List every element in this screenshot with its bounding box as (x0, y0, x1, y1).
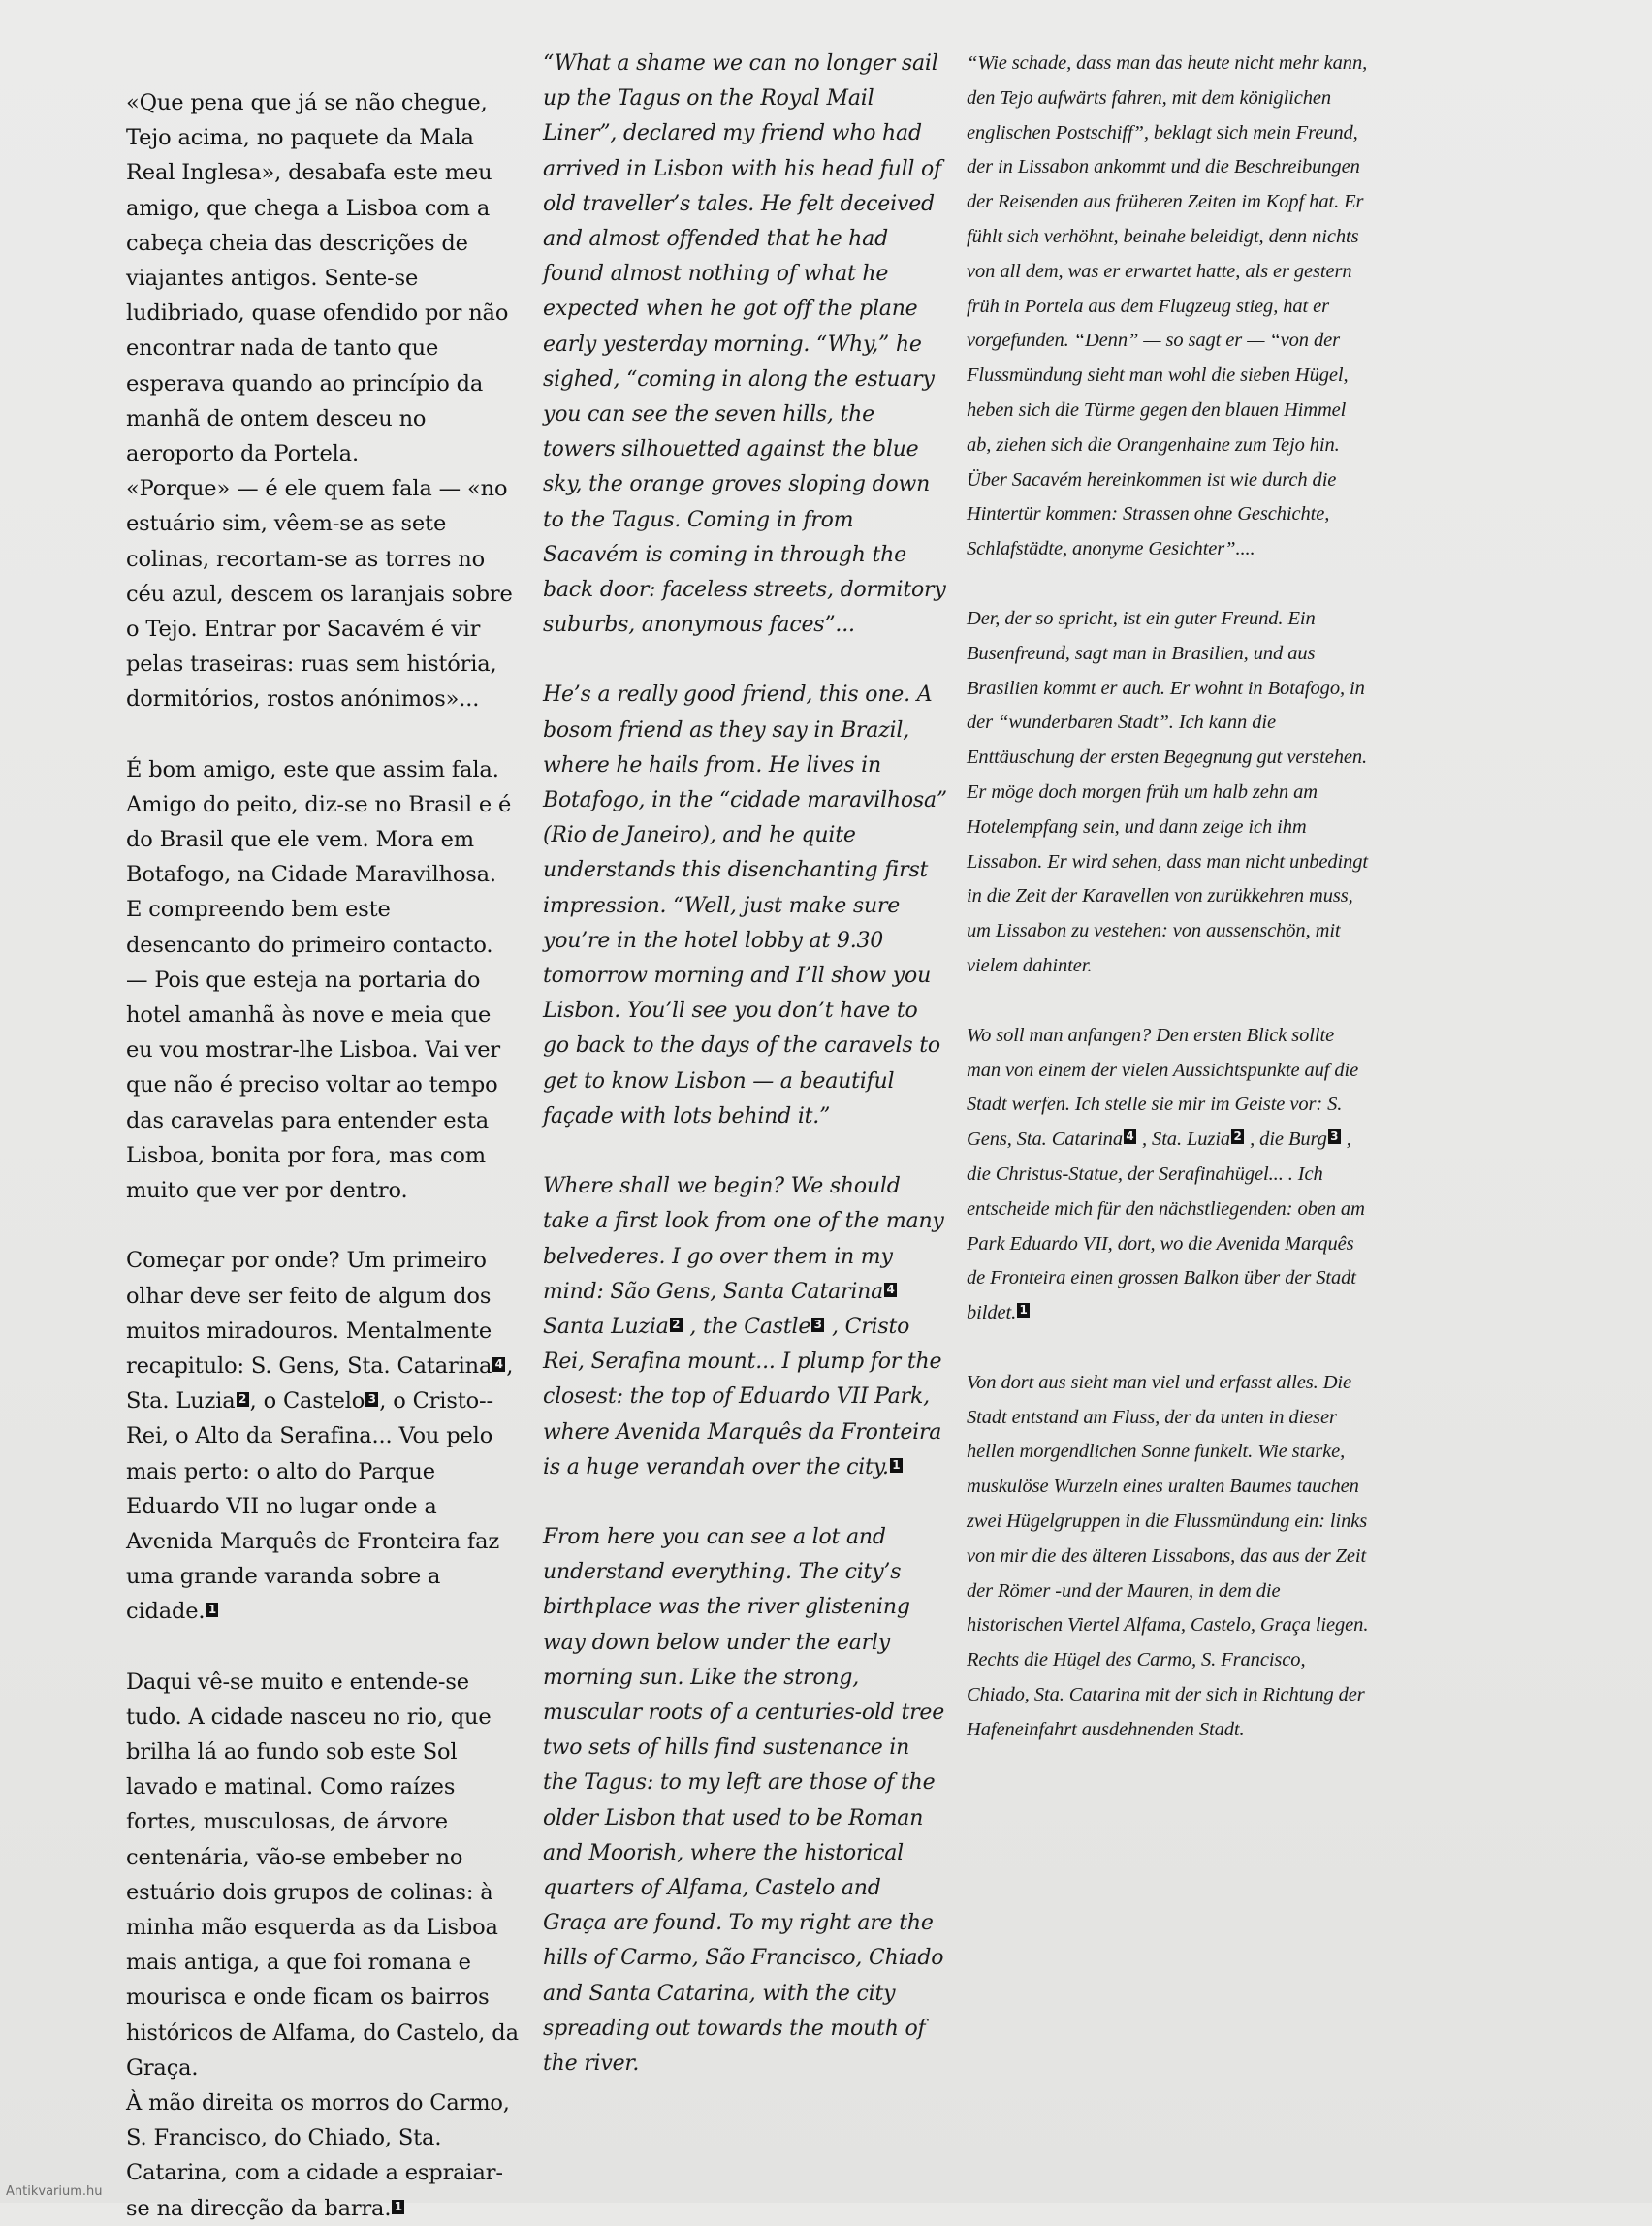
de-p4-text-b: , Sta. Luzia (1136, 1129, 1231, 1151)
footnote-marker-2: 2 (1231, 1129, 1244, 1144)
pt-paragraph-6: Daqui vê-se muito e entende-se tudo. A cidade nasceu no rio, que brilha lá ao fundo sob este Sol lavado e matinal. Como raízes fortes, musculosas, de árvore centenária, vão-se embeber no estuário dois grupos de colinas: à minha mão esquerda as da Lisboa mais antiga, a que foi romana e mourisca e onde ficam os bairros históricos de Alfama, do Castelo, da Graça. (126, 1669, 519, 2081)
pt-paragraph-3: É bom amigo, este que assim fala. Amigo do peito, diz-se no Brasil e é do Brasil que ele vem. Mora em Botafogo, na Cidade Maravilhosa. E compreendo bem este desencanto do primeiro contacto. (126, 756, 512, 958)
en-p3-text-b: Santa Luzia (543, 1314, 669, 1339)
pt-paragraph-4: — Pois que esteja na portaria do hotel amanhã às nove e meia que eu vou mostrar-lhe Lisboa. Vai ver que não é preciso voltar ao tempo das caravelas para entender esta Lisboa, bonita por fora, mas com muito que ver por dentro. (126, 967, 500, 1204)
german-column (967, 47, 1369, 1748)
footnote-marker-1: 1 (392, 2200, 404, 2214)
footnote-marker-1: 1 (890, 1458, 903, 1473)
en-paragraph-1: “What a shame we can no longer sail up the Tagus on the Royal Mail Liner”, declared my friend who had arrived in Lisbon with his head full of old traveller’s tales. He felt deceived and almost offended that he had found almost nothing of what he expected when he got off the plane early yesterday morning. “Why,” he sighed, “coming in along the estuary you can see the seven hills, the towers silhouetted against the blue sky, the orange groves sloping down to the Tagus. Coming in from Sacavém is coming in through the back door: faceless streets, dormitory suburbs, anonymous faces”... (543, 51, 946, 638)
pt-p5-text-c: , o Castelo (249, 1388, 365, 1415)
en-p3-text-d: , Cristo Rei, Serafina mount... I plump for the closest: the top of Eduardo VII Park, where Avenida Marquês da Fronteira is a huge verandah over the city. (543, 1314, 942, 1479)
footnote-marker-2: 2 (670, 1318, 683, 1332)
pt-paragraph-1: «Que pena que já se não chegue, Tejo acima, no paquete da Mala Real Inglesa», desabafa este meu amigo, que chega a Lisboa com a cabeça cheia das descrições de viajantes antigos. Sente-se ludibriado, quase ofendido por não encontrar nada de tanto que esperava quando ao princípio da manhã de ontem desceu no aeroporto da Portela. (126, 90, 509, 467)
footnote-marker-3: 3 (811, 1318, 824, 1332)
pt-p7-text: À mão direita os morros do Carmo, S. Francisco, do Chiado, Sta. Catarina, com a cidade a espraiar-se na direcção da barra. (126, 2089, 510, 2221)
footnote-marker-2: 2 (237, 1392, 249, 1407)
pt-p5-text-b: , Sta. Luzia (126, 1352, 514, 1415)
footnote-marker-3: 3 (365, 1392, 378, 1407)
de-paragraph-2: Der, der so spricht, ist ein guter Freund. Ein Busenfreund, sagt man in Brasilien, und aus Brasilien kommt er auch. Er wohnt in Botafogo, in der “wunderbaren Stadt”. Ich kann die Enttäuschung der ersten Begegnung gut verstehen. (967, 607, 1368, 769)
portuguese-column (126, 85, 519, 2226)
footnote-marker-4: 4 (492, 1357, 505, 1372)
en-paragraph-3 (543, 1169, 950, 1485)
en-paragraph-2: He’s a really good friend, this one. A bosom friend as they say in Brazil, where he hails from. He lives in Botafogo, in the “cidade maravilhosa” (Rio de Janeiro), and he quite understands this disenchanting first impression. “Well, just make sure you’re in the hotel lobby at 9.30 tomorrow morning and I’ll show you Lisbon. You’ll see you don’t have to go back to the days of the caravels to get to know Lisbon — a beautiful façade with lots behind it.” (543, 683, 947, 1129)
en-p3-text-c: , the Castle (683, 1314, 811, 1339)
de-p4-text-a: Wo soll man anfangen? Den ersten Blick sollte man von einem der vielen Aussichtspunkte auf die Stadt werfen. Ich stelle sie mir im Geiste vor: S. Gens, Sta. Catarina (967, 1024, 1359, 1151)
english-column (543, 47, 950, 2082)
en-paragraph-4: From here you can see a lot and understand everything. The city’s birthplace was the river glistening way down below under the early morning sun. Like the strong, muscular roots of a centuries-old tree two sets of hills find sustenance in the Tagus: to my left are those of the older Lisbon that used to be Roman and Moorish, where the historical quarters of Alfama, Castelo and Graça are found. To my right are the hills of Carmo, São Francisco, Chiado and Santa Catarina, with the city spreading out towards the mouth of the river. (543, 1524, 945, 2076)
en-p3-text-a: Where shall we begin? We should take a first look from one of the many belvederes. I go over them in my mind: São Gens, Santa Catarina (543, 1174, 944, 1304)
footnote-marker-4: 4 (1124, 1129, 1136, 1144)
footnote-marker-1: 1 (206, 1603, 218, 1617)
footnote-marker-4: 4 (884, 1283, 897, 1297)
de-paragraph-5: Von dort aus sieht man viel und erfasst alles. Die Stadt entstand am Fluss, der da unten in dieser hellen morgendlichen Sonne funkelt. Wie starke, muskulöse Wurzeln eines uralten Baumes tauchen zwei Hügelgruppen in die Flussmündung ein: links von mir die des älteren Lissabons, das aus der Zeit der Römer -und der Mauren, in dem die historischen Viertel Alfama, Castelo, Graça liegen. Rechts die Hügel des Carmo, S. Francisco, Chiado, Sta. Catarina mit der sich in Richtung der Hafeneinfahrt ausdehnenden Stadt. (967, 1371, 1369, 1740)
footnote-marker-1: 1 (1017, 1303, 1030, 1318)
watermark: Antikvarium.hu (6, 2184, 103, 2199)
pt-paragraph-5 (126, 1243, 519, 1629)
de-p4-text-c: , die Burg (1245, 1129, 1327, 1151)
pt-p5-text-a: Começar por onde? Um primeiro olhar deve ser feito de algum dos muitos miradouros. Mentalmente recapitulo: S. Gens, Sta. Catarina (126, 1248, 492, 1379)
pt-paragraph-2: «Porque» — é ele quem fala — «no estuário sim, vêem-se as sete colinas, recortam-se as torres no céu azul, descem os laranjais sobre o Tejo. Entrar por Sacavém é vir pelas traseiras: ruas sem história, dormitórios, rostos anónimos»... (126, 476, 513, 713)
de-paragraph-4 (967, 1019, 1369, 1331)
pt-paragraph-7 (126, 2085, 519, 2226)
pt-p5-text-d: , o Cristo--Rei, o Alto da Serafina... Vou pelo mais perto: o alto do Parque Eduardo VII no lugar onde a Avenida Marquês de Fronteira faz uma grande varanda sobre a cidade. (126, 1388, 500, 1625)
de-paragraph-1: “Wie schade, dass man das heute nicht mehr kann, den Tejo aufwärts fahren, mit dem königlichen englischen Postschiff”, beklagt sich mein Freund, der in Lissabon ankommt und die Beschreibungen der Reisenden aus früheren Zeiten im Kopf hat. Er fühlt sich verhöhnt, beinahe beleidigt, denn nichts von all dem, was er erwartet hatte, als er gestern früh in Portela aus dem Flugzeug stieg, hat er vorgefunden. “Denn” — so sagt er — “von der Flussmündung sieht man wohl die sieben Hügel, heben sich die Türme gegen den blauen Himmel ab, ziehen sich die Orangenhaine zum Tejo hin. Über Sacavém hereinkommen ist wie durch die Hintertür kommen: Strassen ohne Geschichte, Schlafstädte, anonyme Gesichter”.... (967, 52, 1368, 560)
de-paragraph-3: Er möge doch morgen früh um halb zehn am Hotelempfang sein, und dann zeige ich ihm Lissabon. Er wird sehen, dass man nicht unbedingt in die Zeit der Karavellen von zurükkehren muss, um Lissabon zu vestehen: von aussenschön, mit vielem dahinter. (967, 780, 1369, 976)
footnote-marker-3: 3 (1328, 1129, 1341, 1144)
de-p4-text-d: , die Christus-Statue, der Serafinahügel... . Ich entscheide mich für den nächstliegenden: oben am Park Eduardo VII, dort, wo die Avenida Marquês de Fronteira einen grossen Balkon über der Stadt bildet. (967, 1129, 1365, 1324)
